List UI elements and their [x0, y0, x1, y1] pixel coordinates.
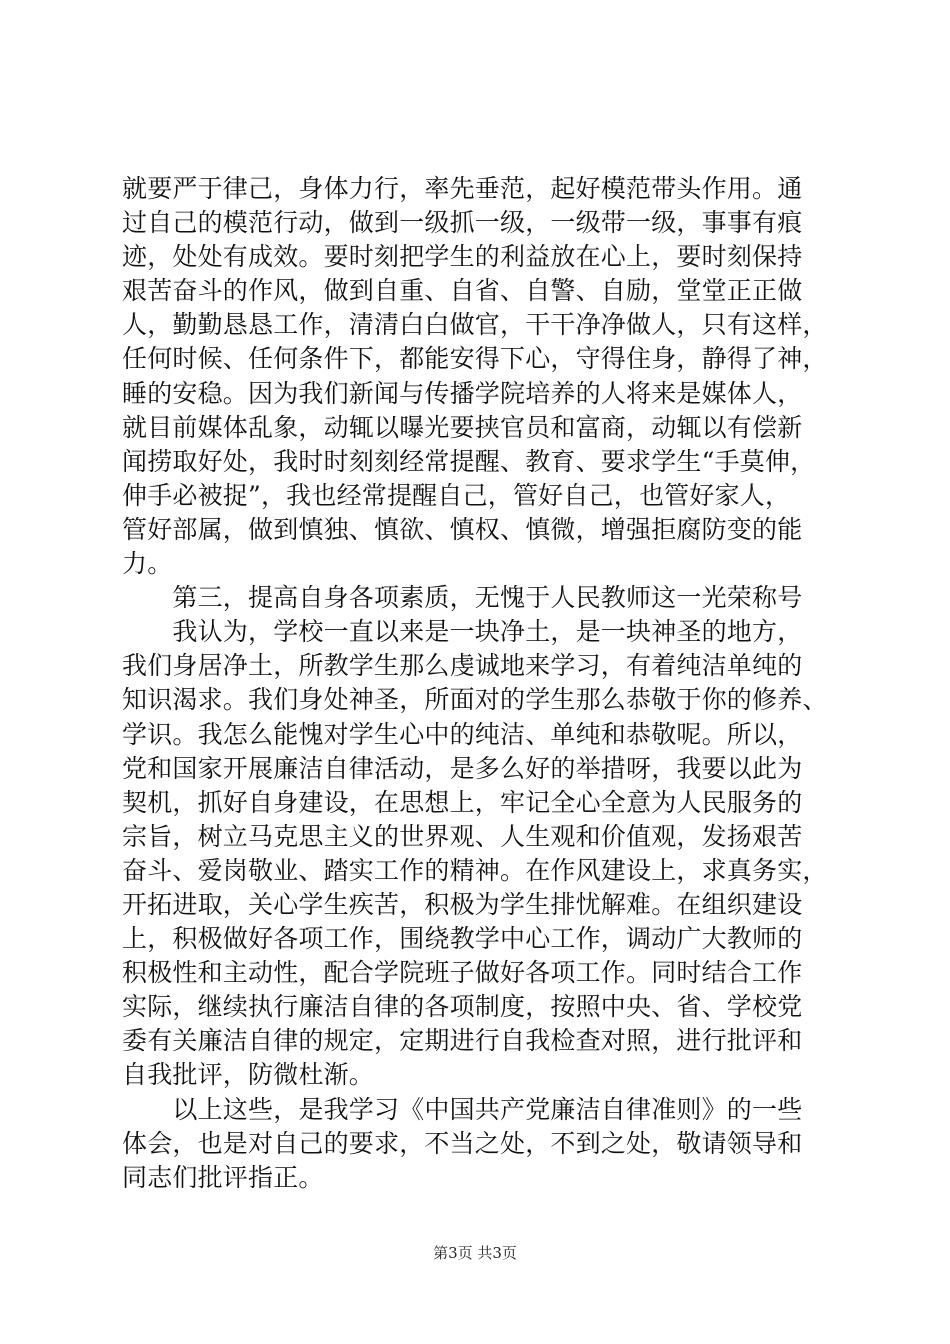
- text-line: 伸手必被捉”，我也经常提醒自己，管好自己，也管好家人，: [122, 480, 791, 510]
- text-line: 闻捞取好处，我时时刻刻经常提醒、教育、要求学生“手莫伸，: [122, 446, 816, 476]
- text-line: 人，勤勤恳恳工作，清清白白做官，干干净净做人，只有这样，: [122, 310, 828, 340]
- text-line: 艰苦奋斗的作风，做到自重、自省、自警、自励，堂堂正正做: [122, 276, 803, 306]
- text-line: 实际，继续执行廉洁自律的各项制度，按照中央、省、学校党: [122, 992, 803, 1022]
- text-line: 知识渴求。我们身处神圣，所面对的学生那么恭敬于你的修养、: [122, 685, 828, 715]
- text-line: 就要严于律己，身体力行，率先垂范，起好模范带头作用。通: [122, 174, 803, 203]
- text-line: 力。: [122, 549, 173, 579]
- text-line: 同志们批评指正。: [122, 1162, 324, 1192]
- text-line: 学识。我怎么能愧对学生心中的纯洁、单纯和恭敬呢。所以，: [122, 719, 803, 749]
- text-line: 上，积极做好各项工作，围绕教学中心工作，调动广大教师的: [122, 924, 803, 954]
- text-line: 我们身居净土，所教学生那么虔诚地来学习，有着纯洁单纯的: [122, 651, 803, 681]
- text-line: 管好部属，做到慎独、慎欲、慎权、慎微，增强拒腐防变的能: [122, 514, 803, 544]
- text-line: 就目前媒体乱象，动辄以曝光要挟官员和富商，动辄以有偿新: [122, 412, 803, 442]
- document-body: [122, 172, 842, 1195]
- text-line: 契机，抓好自身建设，在思想上，牢记全心全意为人民服务的: [122, 787, 803, 817]
- text-line: 自我批评，防微杜渐。: [122, 1060, 375, 1090]
- text-line: 宗旨，树立马克思主义的世界观、人生观和价值观，发扬艰苦: [122, 821, 803, 851]
- text-line: 任何时候、任何条件下，都能安得下心，守得住身，静得了神，: [122, 344, 828, 374]
- text-line: 开拓进取，关心学生疾苦，积极为学生排忧解难。在组织建设: [122, 889, 803, 919]
- text-line: 体会，也是对自己的要求，不当之处，不到之处，敬请领导和: [122, 1128, 803, 1158]
- text-line: 以上这些，是我学习《中国共产党廉洁自律准则》的一些: [122, 1094, 803, 1124]
- text-line: 我认为，学校一直以来是一块净土，是一块神圣的地方，: [122, 617, 803, 647]
- text-line: 奋斗、爱岗敬业、踏实工作的精神。在作风建设上，求真务实，: [122, 855, 828, 885]
- text-line: 睡的安稳。因为我们新闻与传播学院培养的人将来是媒体人，: [122, 378, 803, 408]
- text-line: 委有关廉洁自律的规定，定期进行自我检查对照，进行批评和: [122, 1026, 803, 1056]
- text-line: 党和国家开展廉洁自律活动，是多么好的举措呀，我要以此为: [122, 753, 803, 783]
- section-heading: 第三，提高自身各项素质，无愧于人民教师这一光荣称号: [122, 583, 803, 613]
- text-line: 迹，处处有成效。要时刻把学生的利益放在心上，要时刻保持: [122, 242, 803, 272]
- text-line: 过自己的模范行动，做到一级抓一级，一级带一级，事事有痕: [122, 208, 803, 238]
- text-line: 积极性和主动性，配合学院班子做好各项工作。同时结合工作: [122, 958, 803, 988]
- page-number-footer: 第3页 共3页: [433, 1244, 517, 1262]
